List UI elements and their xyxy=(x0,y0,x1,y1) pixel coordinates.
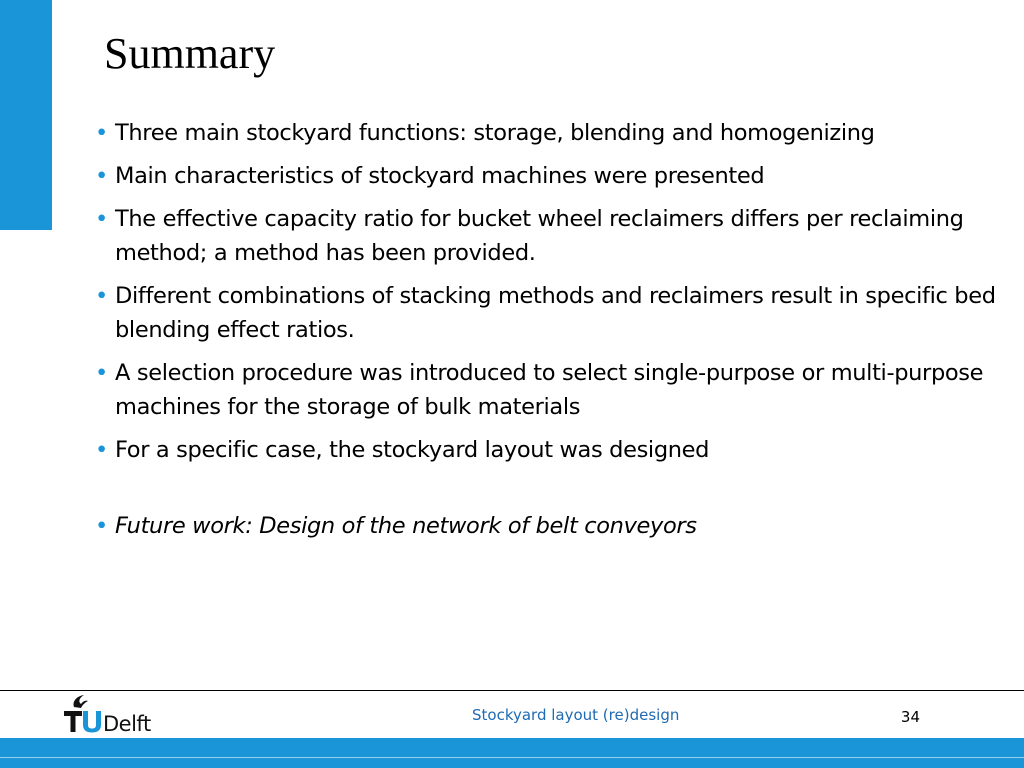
bullet-item xyxy=(92,279,1007,347)
bullet-text: Three main stockyard functions: storage, blending and homogenizing xyxy=(115,120,875,146)
svg-text:Delft: Delft xyxy=(103,712,151,736)
future-work-text: Future work: Design of the network of belt conveyors xyxy=(115,513,697,539)
bullet-item xyxy=(92,356,1007,424)
bullet-icon: • xyxy=(95,513,108,539)
bullet-item xyxy=(92,433,1007,467)
bullet-icon: • xyxy=(95,120,108,146)
bullet-item xyxy=(92,116,1007,150)
tu-delft-logo-icon xyxy=(64,694,174,736)
bullet-item xyxy=(92,202,1007,270)
bullet-icon: • xyxy=(95,437,108,463)
future-work-item xyxy=(92,509,1007,543)
bullet-icon: • xyxy=(95,206,108,232)
tu-delft-logo xyxy=(64,694,174,736)
bottom-bar-stripe xyxy=(0,757,1024,758)
bullet-icon: • xyxy=(95,163,108,189)
bullet-item xyxy=(92,159,1007,193)
bullet-text: Main characteristics of stockyard machines were presented xyxy=(115,163,765,189)
bullet-text: The effective capacity ratio for bucket wheel reclaimers differs per reclaiming method; a method has been provided. xyxy=(115,206,964,266)
left-accent-block xyxy=(0,0,52,230)
footer-presentation-title: Stockyard layout (re)design xyxy=(472,706,680,724)
footer-divider xyxy=(0,690,1024,691)
bullet-text: Different combinations of stacking methods and reclaimers result in specific bed blending effect ratios. xyxy=(115,283,996,343)
bullet-icon: • xyxy=(95,360,108,386)
bullet-icon: • xyxy=(95,283,108,309)
page-number: 34 xyxy=(900,708,920,726)
bottom-accent-bar xyxy=(0,738,1024,768)
bullet-list xyxy=(92,116,1007,552)
bullet-text: A selection procedure was introduced to select single-purpose or multi-purpose machines for the storage of bulk materials xyxy=(115,360,984,420)
bullet-text: For a specific case, the stockyard layout was designed xyxy=(115,437,710,463)
slide-title: Summary xyxy=(104,29,276,78)
